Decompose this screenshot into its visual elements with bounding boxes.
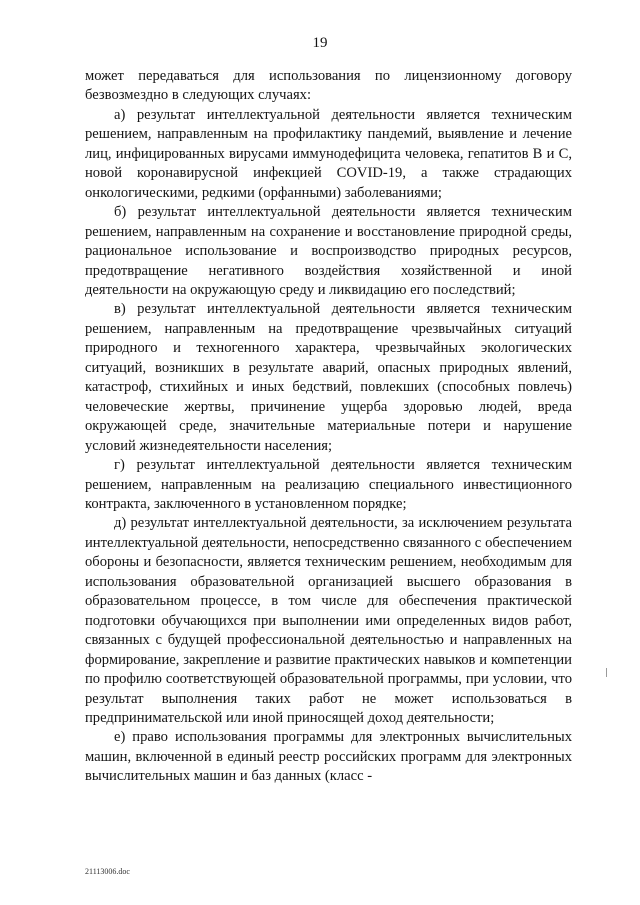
paragraph-continuation: может передаваться для использования по лицензионному договору безвозмездно в следующих случаях: — [85, 68, 572, 104]
paragraph-item-b: б) результат интеллектуальной деятельности является техническим решением, направленным на сохранение и восстановление природной среды, рациональное использование и воспроизводство природных ресурсов, предотвращение негативного воздействия хозяйственной и иной деятельности на окружающую среду и ликвидацию его последствий; — [85, 204, 572, 298]
document-body — [85, 67, 572, 787]
margin-mark — [606, 668, 607, 677]
page-number: 19 — [312, 35, 328, 51]
paragraph-item-g: г) результат интеллектуальной деятельности является техническим решением, направленным на реализацию специального инвестиционного контракта, заключенного в установленном порядке; — [85, 457, 572, 512]
paragraph-item-d: д) результат интеллектуальной деятельности, за исключением результата интеллектуальной деятельности, непосредственно связанного с обеспечением обороны и безопасности, является техническим решением, необходимым для использования образовательной организацией высшего образования в образовательном процессе, в том числе для обеспечения практической подготовки обучающихся при выполнении ими определенных видов работ, связанных с будущей профессиональной деятельностью и направленных на формирование, закрепление и развитие практических навыков и компетенции по профилю соответствующей образовательной программы, при условии, что результат выполнения таких работ не может использоваться в предпринимательской или иной приносящей доход деятельности; — [85, 515, 572, 726]
paragraph-item-e: е) право использования программы для электронных вычислительных машин, включенной в единый реестр российских программ для электронных вычислительных машин и баз данных (класс - — [85, 729, 572, 785]
paragraph-item-v: в) результат интеллектуальной деятельности является техническим решением, направленным на предотвращение чрезвычайных ситуаций природного и техногенного характера, чрезвычайных экологических ситуаций, возникших в результате аварий, опасных природных явлений, катастроф, стихийных и иных бедствий, повлекших (способных повлечь) человеческие жертвы, причинение ущерба здоровью людей, вреда окружающей среде, значительные материальные потери и нарушение условий жизнедеятельности населения; — [85, 301, 572, 454]
footer-file-code: 21113006.doc — [85, 867, 130, 876]
paragraph-item-a: а) результат интеллектуальной деятельности является техническим решением, направленным на профилактику пандемий, выявление и лечение лиц, инфицированных вирусами иммунодефицита человека, гепатитов В и С, новой коронавирусной инфекцией COVID-19, а также страдающих онкологическими, редкими (орфанными) заболеваниями; — [85, 106, 572, 201]
